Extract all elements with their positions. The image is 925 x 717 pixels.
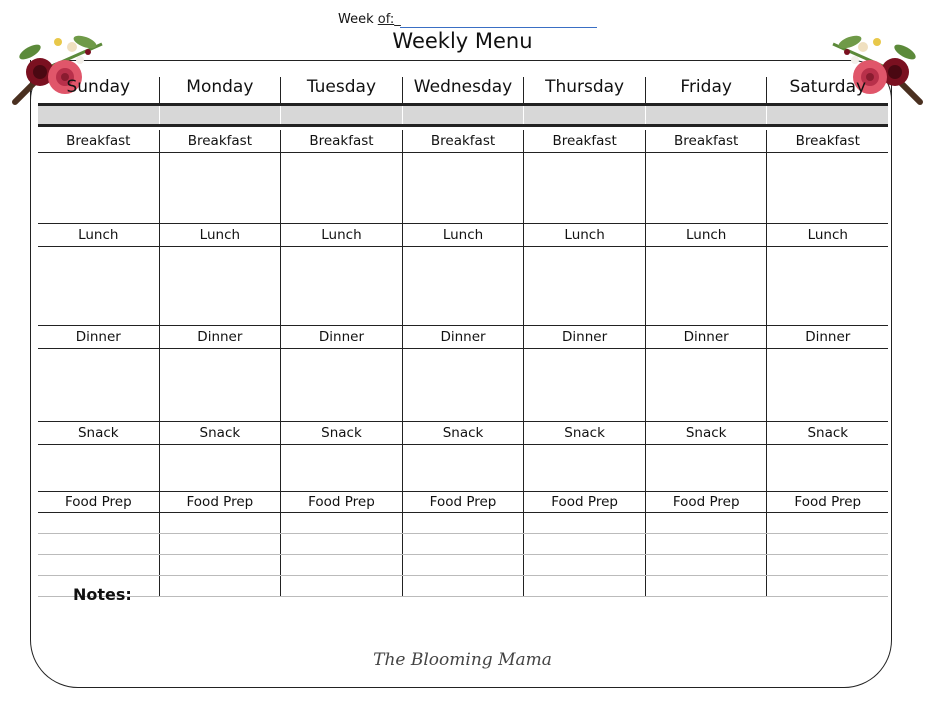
- meal-label: Dinner: [646, 326, 768, 348]
- food-prep-cell[interactable]: [646, 534, 768, 554]
- food-prep-cell[interactable]: [160, 555, 282, 575]
- meal-label: Breakfast: [160, 130, 282, 152]
- food-prep-cell[interactable]: [403, 513, 525, 533]
- meal-label: Breakfast: [281, 130, 403, 152]
- meal-label: Food Prep: [524, 492, 646, 512]
- meal-entry-cell[interactable]: [281, 153, 403, 223]
- food-prep-cell[interactable]: [403, 534, 525, 554]
- meal-entry-cell[interactable]: [38, 445, 160, 491]
- food-prep-cell[interactable]: [160, 576, 282, 596]
- meal-label: Lunch: [160, 224, 282, 246]
- meal-label: Breakfast: [38, 130, 160, 152]
- meal-entry-cell[interactable]: [646, 445, 768, 491]
- snack-label-row: [38, 421, 888, 445]
- meal-entry-cell[interactable]: [38, 349, 160, 421]
- date-cell[interactable]: [524, 106, 646, 124]
- meal-entry-cell[interactable]: [160, 247, 282, 325]
- week-of-label: Week of:_: [338, 12, 401, 27]
- date-cell[interactable]: [38, 106, 160, 124]
- meal-label: Lunch: [281, 224, 403, 246]
- meal-entry-cell[interactable]: [403, 153, 525, 223]
- food-prep-cell[interactable]: [524, 555, 646, 575]
- meal-entry-cell[interactable]: [524, 247, 646, 325]
- food-prep-line: [38, 534, 888, 555]
- week-of-blank: _: [394, 12, 401, 27]
- meal-entry-cell[interactable]: [767, 445, 888, 491]
- meal-label: Breakfast: [403, 130, 525, 152]
- meal-label: Breakfast: [646, 130, 768, 152]
- meal-label: Snack: [160, 422, 282, 444]
- dinner-label-row: [38, 325, 888, 349]
- food-prep-label-row: [38, 491, 888, 513]
- snack-entry-row: [38, 445, 888, 491]
- food-prep-line: [38, 513, 888, 534]
- meal-entry-cell[interactable]: [281, 247, 403, 325]
- meal-entry-cell[interactable]: [281, 445, 403, 491]
- food-prep-cell[interactable]: [403, 576, 525, 596]
- food-prep-cell[interactable]: [524, 576, 646, 596]
- food-prep-cell[interactable]: [281, 534, 403, 554]
- meal-label: Snack: [524, 422, 646, 444]
- meal-label: Dinner: [524, 326, 646, 348]
- breakfast-entry-row: [38, 153, 888, 223]
- meal-label: Dinner: [403, 326, 525, 348]
- food-prep-cell[interactable]: [38, 534, 160, 554]
- date-cell[interactable]: [767, 106, 888, 124]
- date-band: [38, 106, 888, 127]
- meal-entry-cell[interactable]: [767, 349, 888, 421]
- meal-label: Dinner: [160, 326, 282, 348]
- meal-entry-cell[interactable]: [38, 153, 160, 223]
- meal-label: Breakfast: [524, 130, 646, 152]
- day-header-row: [38, 70, 888, 103]
- food-prep-cell[interactable]: [281, 576, 403, 596]
- date-cell[interactable]: [160, 106, 282, 124]
- menu-grid: [38, 70, 888, 597]
- page-title: Weekly Menu: [392, 29, 533, 53]
- food-prep-cell[interactable]: [646, 513, 768, 533]
- date-cell[interactable]: [403, 106, 525, 124]
- meal-label: Lunch: [524, 224, 646, 246]
- meal-label: Food Prep: [403, 492, 525, 512]
- meal-label: Lunch: [403, 224, 525, 246]
- meal-entry-cell[interactable]: [646, 349, 768, 421]
- meal-entry-cell[interactable]: [524, 153, 646, 223]
- meal-label: Food Prep: [646, 492, 768, 512]
- meal-label: Snack: [281, 422, 403, 444]
- meal-entry-cell[interactable]: [160, 153, 282, 223]
- meal-entry-cell[interactable]: [646, 153, 768, 223]
- meal-label: Dinner: [805, 329, 851, 345]
- food-prep-cell[interactable]: [767, 534, 888, 554]
- meal-label: Food Prep: [38, 492, 160, 512]
- food-prep-cell[interactable]: [767, 576, 888, 596]
- meal-label: Snack: [403, 422, 525, 444]
- day-header-wednesday: Wednesday: [403, 77, 525, 103]
- meal-entry-cell[interactable]: [281, 349, 403, 421]
- meal-label: Lunch: [646, 224, 768, 246]
- food-prep-cell[interactable]: [524, 513, 646, 533]
- meal-entry-cell[interactable]: [767, 153, 888, 223]
- food-prep-cell[interactable]: [160, 513, 282, 533]
- food-prep-cell[interactable]: [524, 534, 646, 554]
- meal-entry-cell[interactable]: [403, 445, 525, 491]
- food-prep-cell[interactable]: [281, 555, 403, 575]
- week-of-link[interactable]: of:: [377, 12, 395, 27]
- food-prep-cell[interactable]: [767, 555, 888, 575]
- food-prep-cell[interactable]: [767, 513, 888, 533]
- meal-label: Dinner: [38, 326, 160, 348]
- day-header-monday: Monday: [160, 77, 282, 103]
- dinner-entry-row: [38, 349, 888, 421]
- meal-label: Snack: [807, 425, 849, 441]
- lunch-label-row: [38, 223, 888, 247]
- food-prep-cell[interactable]: [160, 534, 282, 554]
- meal-entry-cell[interactable]: [160, 445, 282, 491]
- meal-label: Snack: [646, 422, 768, 444]
- day-header-tuesday: Tuesday: [281, 77, 403, 103]
- food-prep-line: [38, 576, 888, 597]
- meal-entry-cell[interactable]: [403, 349, 525, 421]
- notes-label: Notes:: [73, 585, 132, 604]
- day-header-saturday: Saturday: [789, 77, 867, 97]
- meal-label: Snack: [38, 422, 160, 444]
- meal-label: Food Prep: [794, 494, 862, 510]
- breakfast-label-row: [38, 130, 888, 153]
- food-prep-cell[interactable]: [38, 555, 160, 575]
- day-header-friday: Friday: [646, 77, 768, 103]
- food-prep-cell[interactable]: [403, 555, 525, 575]
- meal-entry-cell[interactable]: [524, 349, 646, 421]
- meal-entry-cell[interactable]: [403, 247, 525, 325]
- food-prep-line: [38, 555, 888, 576]
- meal-label: Lunch: [807, 227, 848, 243]
- food-prep-cell[interactable]: [38, 513, 160, 533]
- meal-entry-cell[interactable]: [767, 247, 888, 325]
- week-of-input-line[interactable]: [400, 27, 597, 28]
- date-cell[interactable]: [646, 106, 768, 124]
- meal-label: Food Prep: [160, 492, 282, 512]
- food-prep-cell[interactable]: [646, 555, 768, 575]
- day-header-thursday: Thursday: [524, 77, 646, 103]
- food-prep-cell[interactable]: [646, 576, 768, 596]
- meal-label: Dinner: [281, 326, 403, 348]
- meal-label: Food Prep: [281, 492, 403, 512]
- brand-signature: The Blooming Mama: [373, 650, 552, 670]
- lunch-entry-row: [38, 247, 888, 325]
- meal-entry-cell[interactable]: [646, 247, 768, 325]
- meal-entry-cell[interactable]: [38, 247, 160, 325]
- food-prep-cell[interactable]: [281, 513, 403, 533]
- meal-label: Breakfast: [795, 133, 860, 149]
- meal-label: Lunch: [38, 224, 160, 246]
- date-cell[interactable]: [281, 106, 403, 124]
- meal-entry-cell[interactable]: [160, 349, 282, 421]
- day-header-sunday: Sunday: [38, 77, 160, 103]
- meal-entry-cell[interactable]: [524, 445, 646, 491]
